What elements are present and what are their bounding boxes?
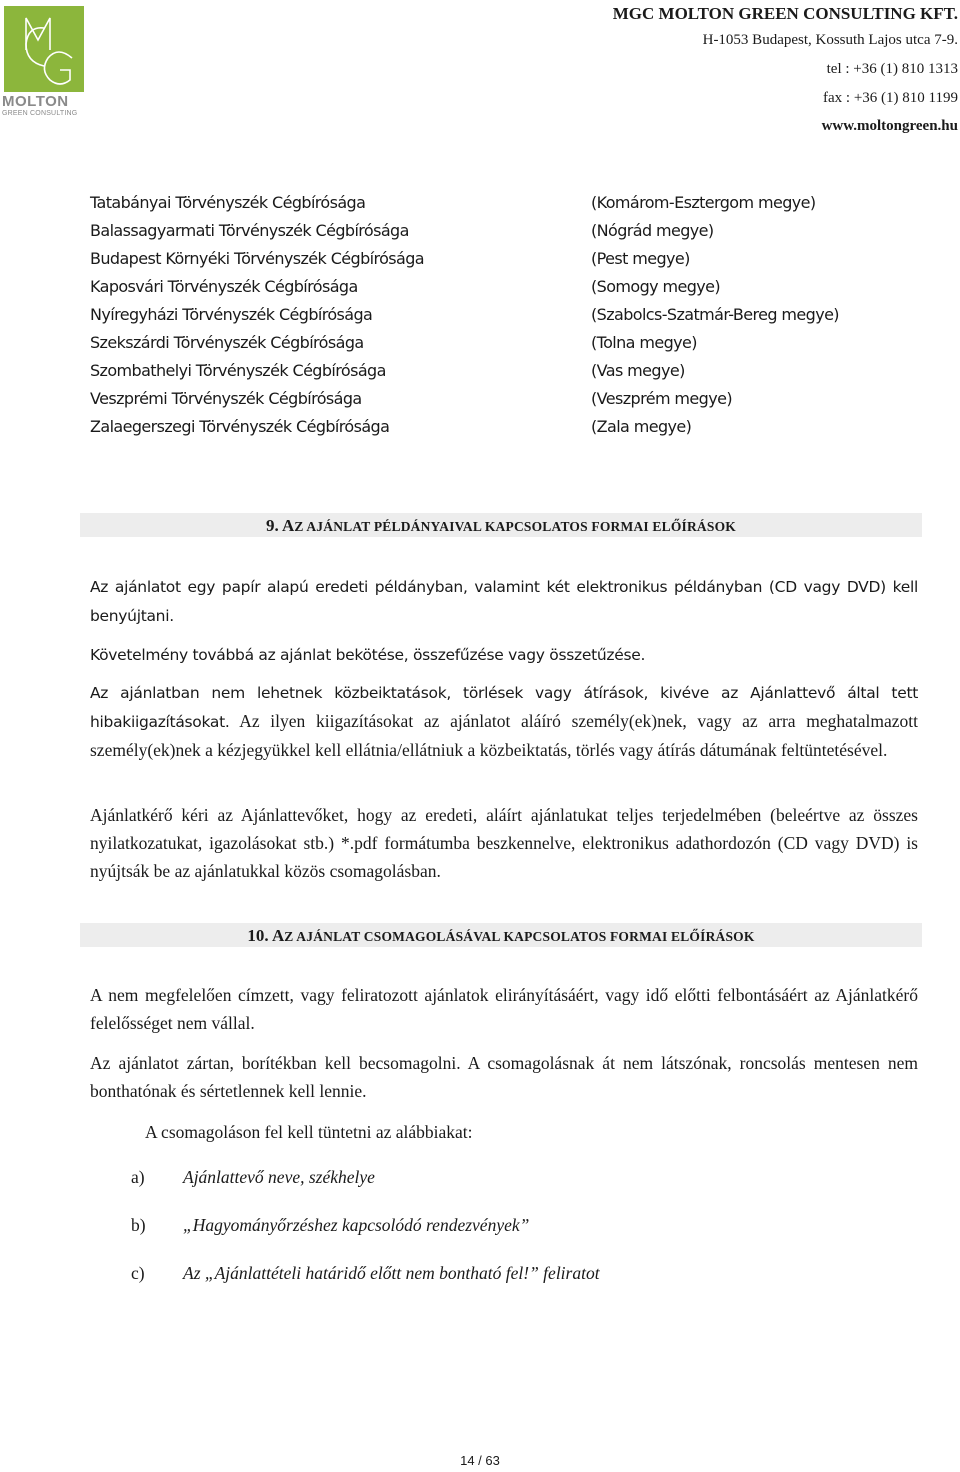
logo-emblem bbox=[4, 6, 84, 92]
company-tel: tel : +36 (1) 810 1313 bbox=[826, 61, 958, 77]
court-name: Balassagyarmati Törvényszék Cégbírósága bbox=[90, 221, 409, 240]
section-9-paragraph-3: Az ajánlatban nem lehetnek közbeiktatások, törlések vagy átírások, kivéve az Ajánlattevő által tett hibakiigazításokat. Az ilyen kiigazításokat az ajánlatot aláíró személy(ek)nek, vagy az arra meghatalmazott személy(ek)nek a kézjegyükkel kell ellátnia/ellátniuk a közbeiktatás, törlés vagy átírás dátumának feltüntetésével. bbox=[90, 684, 918, 760]
section-title: Z AJÁNLAT CSOMAGOLÁSÁVAL KAPCSOLATOS FORMAI ELŐÍRÁSOK bbox=[284, 929, 755, 944]
logo-subtitle: GREEN CONSULTING bbox=[2, 110, 78, 117]
list-item bbox=[131, 1211, 529, 1239]
logo-name: MOLTON bbox=[2, 93, 69, 110]
court-county: (Nógrád megye) bbox=[591, 221, 714, 240]
company-info bbox=[613, 2, 958, 139]
list-item-text: Az „Ajánlattételi határidő előtt nem bontható fel!” feliratot bbox=[183, 1263, 600, 1283]
court-row bbox=[90, 273, 890, 301]
court-name: Szombathelyi Törvényszék Cégbírósága bbox=[90, 361, 386, 380]
court-row bbox=[90, 329, 890, 357]
court-county: (Tolna megye) bbox=[591, 333, 697, 352]
court-row bbox=[90, 245, 890, 273]
list-item bbox=[131, 1163, 375, 1191]
court-list bbox=[90, 189, 890, 441]
list-item-text: Ajánlattevő neve, székhelye bbox=[183, 1167, 375, 1187]
court-name: Tatabányai Törvényszék Cégbírósága bbox=[90, 193, 366, 212]
court-name: Kaposvári Törvényszék Cégbírósága bbox=[90, 277, 358, 296]
section-number: 10. bbox=[247, 926, 269, 945]
court-name: Budapest Környéki Törvényszék Cégbírósága bbox=[90, 249, 424, 268]
section-9-heading bbox=[80, 513, 922, 537]
list-item bbox=[131, 1259, 600, 1287]
section-9-paragraph-2: Követelmény továbbá az ajánlat bekötése, összefűzése vagy összetűzése. bbox=[90, 646, 646, 664]
section-9-paragraph-1: Az ajánlatot egy papír alapú eredeti példányban, valamint két elektronikus példányban (CD vagy DVD) kell benyújtani. bbox=[90, 578, 918, 625]
list-item-label: b) bbox=[131, 1215, 146, 1235]
section-title: Z AJÁNLAT PÉLDÁNYAIVAL KAPCSOLATOS FORMAI ELŐÍRÁSOK bbox=[294, 519, 736, 534]
court-county: (Veszprém megye) bbox=[591, 389, 732, 408]
court-row bbox=[90, 189, 890, 217]
list-item-label: a) bbox=[131, 1167, 145, 1187]
court-row bbox=[90, 301, 890, 329]
section-number: 9. bbox=[265, 516, 279, 535]
section-10-paragraph-2: Az ajánlatot zártan, borítékban kell becsomagolni. A csomagolásnak át nem látszónak, roncsolás mentesen nem bonthatónak és sértetlennek kell lennie. bbox=[90, 1053, 918, 1101]
section-9-paragraph-4: Ajánlatkérő kéri az Ajánlattevőket, hogy az eredeti, aláírt ajánlatukat teljes terjedelmében (beleértve az összes nyilatkozatukat, igazolásokat stb.) *.pdf formátumba beszkennelve, elektronikus adathordozón (CD vagy DVD) is nyújtsák be az ajánlatukkal közös csomagolásban. bbox=[90, 805, 918, 881]
court-name: Veszprémi Törvényszék Cégbírósága bbox=[90, 389, 362, 408]
court-row bbox=[90, 413, 890, 441]
court-county: (Somogy megye) bbox=[591, 277, 721, 296]
court-name: Nyíregyházi Törvényszék Cégbírósága bbox=[90, 305, 373, 324]
section-title-initial: A bbox=[282, 516, 295, 535]
list-item-label: c) bbox=[131, 1263, 145, 1283]
company-address: H-1053 Budapest, Kossuth Lajos utca 7-9. bbox=[702, 32, 958, 48]
court-county: (Komárom-Esztergom megye) bbox=[591, 193, 816, 212]
company-logo bbox=[0, 6, 88, 116]
section-10-paragraph-3: A csomagoláson fel kell tüntetni az alábbiakat: bbox=[145, 1122, 473, 1142]
court-county: (Pest megye) bbox=[591, 249, 690, 268]
company-fax: fax : +36 (1) 810 1199 bbox=[823, 90, 958, 106]
court-county: (Zala megye) bbox=[591, 417, 692, 436]
court-row bbox=[90, 385, 890, 413]
section-title-initial: A bbox=[271, 926, 285, 945]
court-county: (Szabolcs-Szatmár-Bereg megye) bbox=[591, 305, 839, 324]
company-name: MGC MOLTON GREEN CONSULTING KFT. bbox=[612, 4, 958, 23]
section-10-paragraph-1: A nem megfelelően címzett, vagy feliratozott ajánlatok elirányításáért, vagy idő előtti felbontásáért az Ajánlatkérő felelősséget nem vállal. bbox=[90, 985, 918, 1033]
page-number: 14 / 63 bbox=[460, 1453, 500, 1468]
court-name: Szekszárdi Törvényszék Cégbírósága bbox=[90, 333, 364, 352]
court-row bbox=[90, 217, 890, 245]
list-item-text: „Hagyományőrzéshez kapcsolódó rendezvények” bbox=[183, 1215, 530, 1235]
logo-monogram-icon bbox=[4, 6, 84, 92]
company-website-link[interactable]: www.moltongreen.hu bbox=[821, 118, 958, 134]
court-row bbox=[90, 357, 890, 385]
court-name: Zalaegerszegi Törvényszék Cégbírósága bbox=[90, 417, 390, 436]
section-10-heading bbox=[80, 923, 922, 947]
court-county: (Vas megye) bbox=[591, 361, 685, 380]
